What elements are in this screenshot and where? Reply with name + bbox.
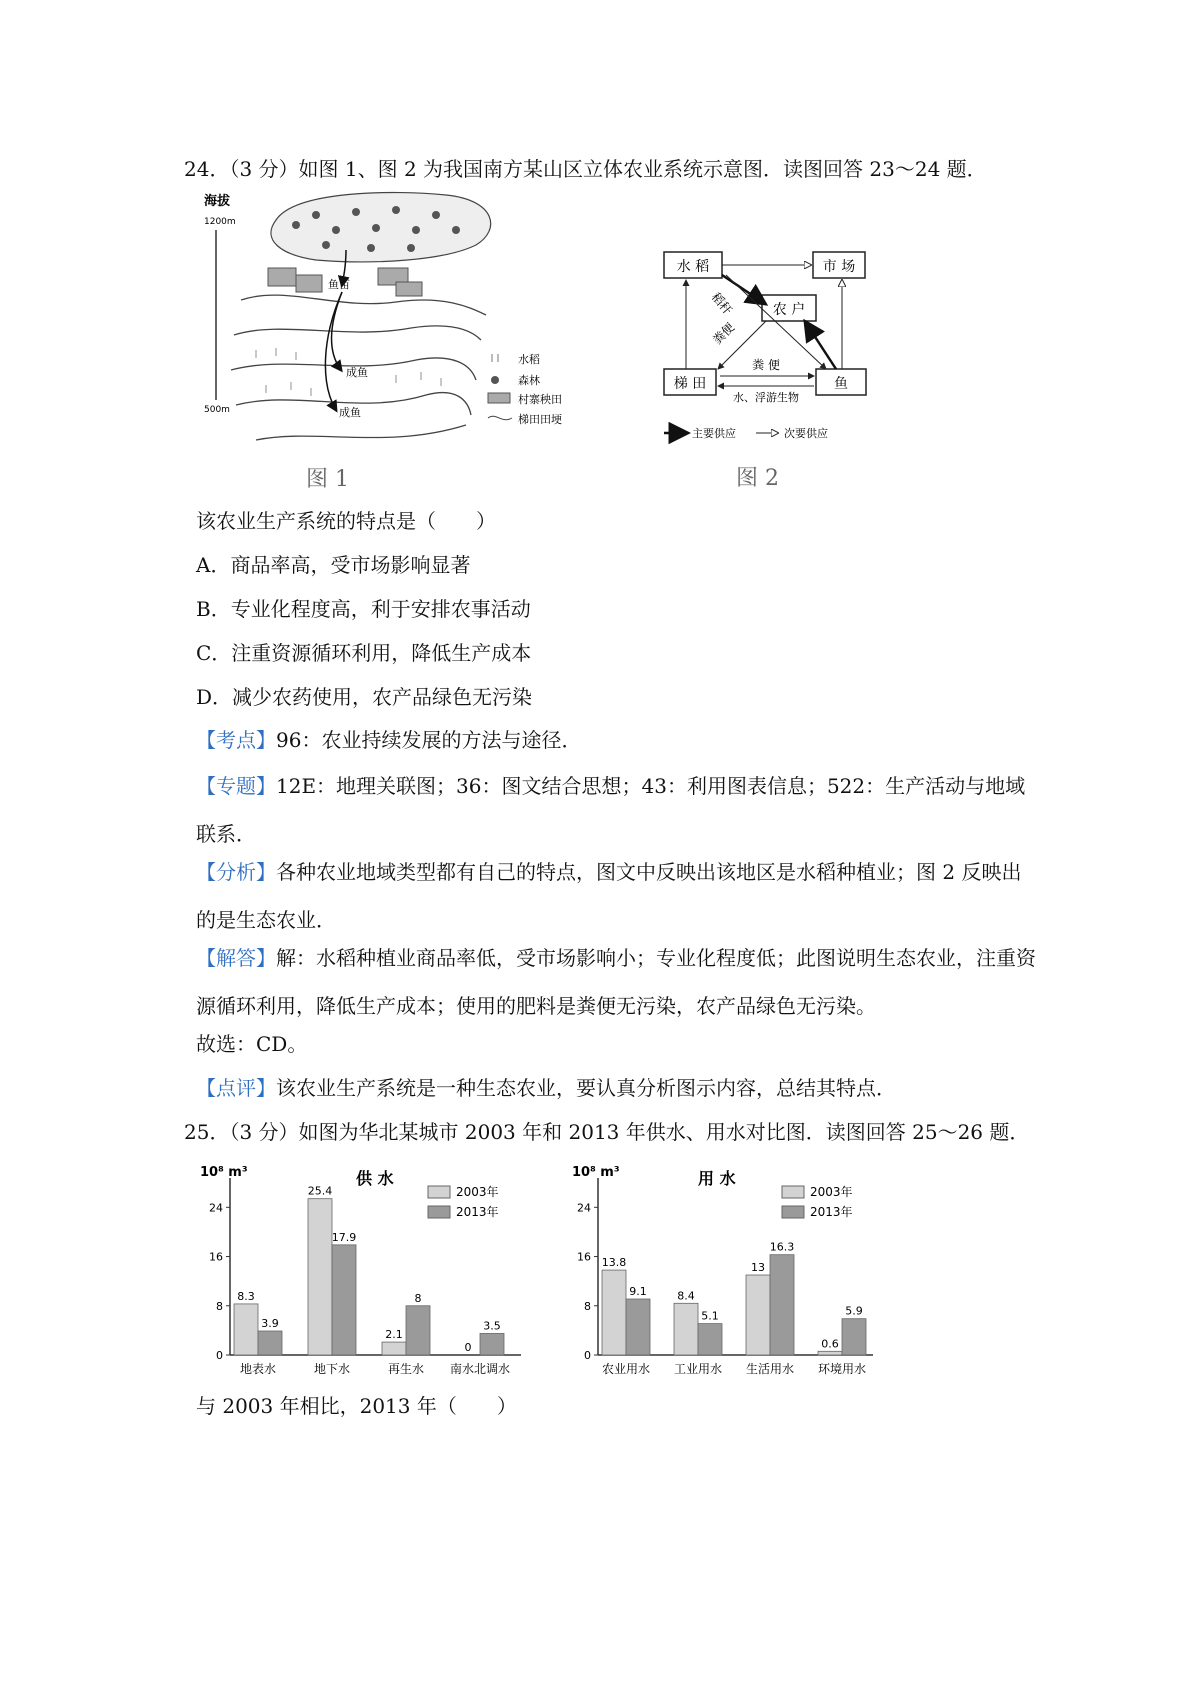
- y-tick-label-3: 24: [577, 1201, 591, 1215]
- fig1-caption: 图 1: [306, 467, 349, 492]
- figure-1: [196, 190, 596, 500]
- category-label-3: 环境用水: [817, 1362, 867, 1376]
- q24-option-c: C．注重资源循环利用，降低生产成本: [196, 641, 532, 665]
- legend-swatch-1: [428, 1206, 450, 1218]
- bar-1-1: [332, 1245, 356, 1355]
- q24-kaodian: [196, 726, 581, 754]
- bar-label-3-0: 0.6: [821, 1337, 839, 1351]
- legend-label-1: 2013年: [810, 1205, 853, 1219]
- bar-1-0: [308, 1199, 332, 1355]
- bar-label-0-0: 13.8: [601, 1256, 627, 1270]
- bar-label-1-0: 8.4: [677, 1289, 695, 1303]
- edge-label-plankton: 水、浮游生物: [733, 391, 799, 404]
- bar-3-1: [480, 1333, 504, 1355]
- chart-ylabel: 10⁸ m³: [572, 1165, 620, 1180]
- bar-2-0: [746, 1275, 770, 1355]
- fig1-tick-top: 1200m: [204, 217, 236, 227]
- zhuanti-tag: 【专题】: [196, 774, 276, 798]
- y-tick-label-1: 8: [216, 1299, 223, 1313]
- fenxi-tag: 【分析】: [196, 860, 276, 884]
- y-tick-label-1: 8: [584, 1299, 591, 1313]
- fig1-legend-forest: 森林: [518, 374, 540, 387]
- node-farmer: 农 户: [772, 302, 806, 318]
- q24-fenxi: [196, 848, 1036, 944]
- y-tick-label-2: 16: [577, 1250, 591, 1264]
- fig1-legend-terrace: 梯田田埂: [518, 413, 562, 426]
- fig1-fish-label-1: 成鱼: [346, 366, 368, 379]
- q24-option-b: B．专业化程度高，利于安排农事活动: [196, 597, 531, 621]
- fig1-legend: [488, 352, 562, 426]
- village-field-4: [396, 282, 422, 296]
- kaodian-tag: 【考点】: [196, 728, 276, 752]
- fig1-altitude-label: 海拔: [204, 194, 231, 209]
- edge-label-straw: 稻秆: [708, 289, 735, 318]
- chart-ylabel: 10⁸ m³: [200, 1165, 248, 1180]
- category-label-2: 再生水: [387, 1362, 425, 1376]
- fig1-legend-rice: 水稻: [518, 353, 540, 366]
- bar-0-1: [258, 1331, 282, 1355]
- category-label-3: 南水北调水: [449, 1362, 511, 1376]
- bar-label-1-0: 25.4: [307, 1184, 333, 1198]
- bar-2-0: [382, 1342, 406, 1355]
- y-tick-label-0: 0: [584, 1349, 591, 1362]
- legend-label-0: 2003年: [810, 1185, 853, 1199]
- fig2-caption: 图 2: [736, 466, 779, 491]
- q24-option-d: D．减少农药使用，农产品绿色无污染: [196, 685, 533, 709]
- village-field-2: [296, 275, 322, 292]
- chart-title: 用 水: [698, 1169, 736, 1188]
- bar-label-0-1: 3.9: [261, 1317, 279, 1330]
- bar-1-0: [674, 1303, 698, 1355]
- y-tick-label-2: 16: [209, 1250, 223, 1264]
- q24-dianping: [196, 1074, 896, 1102]
- bar-0-0: [602, 1270, 626, 1355]
- bar-label-1-1: 17.9: [331, 1230, 357, 1244]
- y-tick-label-3: 24: [209, 1201, 223, 1215]
- y-tick-label-0: 0: [216, 1349, 223, 1362]
- edge-label-fertilizer: 粪便: [710, 320, 738, 348]
- bar-3-0: [818, 1351, 842, 1355]
- fenxi-text: 各种农业地域类型都有自己的特点，图文中反映出该地区是水稻种植业；图 2 反映出的是生态农业．: [196, 860, 1022, 932]
- bar-0-1: [626, 1299, 650, 1355]
- figure-2: [656, 245, 886, 495]
- bar-label-2-0: 2.1: [385, 1328, 403, 1342]
- bar-3-1: [842, 1319, 866, 1355]
- dianping-text: 该农业生产系统是一种生态农业，要认真分析图示内容，总结其特点．: [276, 1076, 896, 1100]
- bar-label-3-0: 0: [464, 1341, 472, 1354]
- bar-label-0-0: 8.3: [237, 1289, 255, 1303]
- fig1-fish-label-2: 成鱼: [339, 406, 361, 419]
- fig1-fish-fry-label: 鱼苗: [328, 278, 350, 291]
- village-field-1: [268, 268, 296, 286]
- fig2-legend-main: 主要供应: [692, 427, 736, 440]
- bar-2-1: [770, 1255, 794, 1355]
- fig2-legend-secondary: 次要供应: [784, 427, 828, 440]
- bar-label-2-0: 13: [751, 1261, 765, 1274]
- q24-option-a: A．商品率高，受市场影响显著: [196, 553, 471, 577]
- q25-header: 25．（3 分）如图为华北某城市 2003 年和 2013 年供水、用水对比图．读图回答 25～26 题．: [184, 1120, 1030, 1144]
- bar-0-0: [234, 1304, 258, 1355]
- q24-header: 24．（3 分）如图 1、图 2 为我国南方某山区立体农业系统示意图．读图回答 23～24 题．: [184, 157, 987, 181]
- node-fish: 鱼: [834, 376, 848, 392]
- node-rice: 水 稻: [676, 259, 710, 275]
- chart-title: 供 水: [356, 1169, 394, 1188]
- legend-label-1: 2013年: [456, 1205, 499, 1219]
- category-label-2: 生活用水: [745, 1362, 795, 1376]
- node-market: 市 场: [822, 259, 856, 275]
- bar-label-3-1: 3.5: [483, 1319, 501, 1333]
- kaodian-text: 96：农业持续发展的方法与途径．: [276, 728, 582, 752]
- jieda-tag: 【解答】: [196, 946, 276, 970]
- category-label-0: 地表水: [239, 1362, 277, 1376]
- category-label-0: 农业用水: [601, 1362, 651, 1376]
- bar-label-2-1: 16.3: [769, 1240, 795, 1254]
- legend-label-0: 2003年: [456, 1185, 499, 1199]
- fig1-tick-bottom: 500m: [204, 405, 230, 415]
- zhuanti-text: 12E：地理关联图；36：图文结合思想；43：利用图表信息；522：生产活动与地域联系．: [196, 774, 1026, 846]
- chart-water-use: [568, 1160, 878, 1382]
- bar-label-3-1: 5.9: [845, 1304, 863, 1318]
- fig1-legend-village: 村寨秧田: [518, 393, 562, 406]
- q24-zhuanti: [196, 762, 1036, 858]
- legend-swatch-1: [782, 1206, 804, 1218]
- chart-water-supply: [196, 1160, 526, 1382]
- q24-jieda: [196, 934, 1036, 1030]
- bar-label-1-1: 5.1: [701, 1309, 719, 1323]
- q24-answer: 故选：CD。: [196, 1032, 308, 1056]
- bar-label-2-1: 8: [414, 1291, 422, 1305]
- edge-label-excrement: 粪 便: [752, 358, 780, 372]
- category-label-1: 地下水: [313, 1362, 351, 1376]
- legend-swatch-0: [428, 1186, 450, 1198]
- jieda-text: 解：水稻种植业商品率低，受市场影响小；专业化程度低；此图说明生态农业，注重资源循环利用，降低生产成本；使用的肥料是粪便无污染，农产品绿色无污染。: [196, 946, 1036, 1018]
- bar-1-1: [698, 1324, 722, 1355]
- bar-2-1: [406, 1306, 430, 1355]
- legend-swatch-0: [782, 1186, 804, 1198]
- category-label-1: 工业用水: [673, 1362, 723, 1376]
- dianping-tag: 【点评】: [196, 1076, 276, 1100]
- q24-question: 该农业生产系统的特点是（ ）: [196, 509, 496, 533]
- q25-question: 与 2003 年相比，2013 年（ ）: [196, 1394, 517, 1418]
- node-terrace: 梯 田: [673, 376, 707, 392]
- bar-label-0-1: 9.1: [629, 1285, 647, 1298]
